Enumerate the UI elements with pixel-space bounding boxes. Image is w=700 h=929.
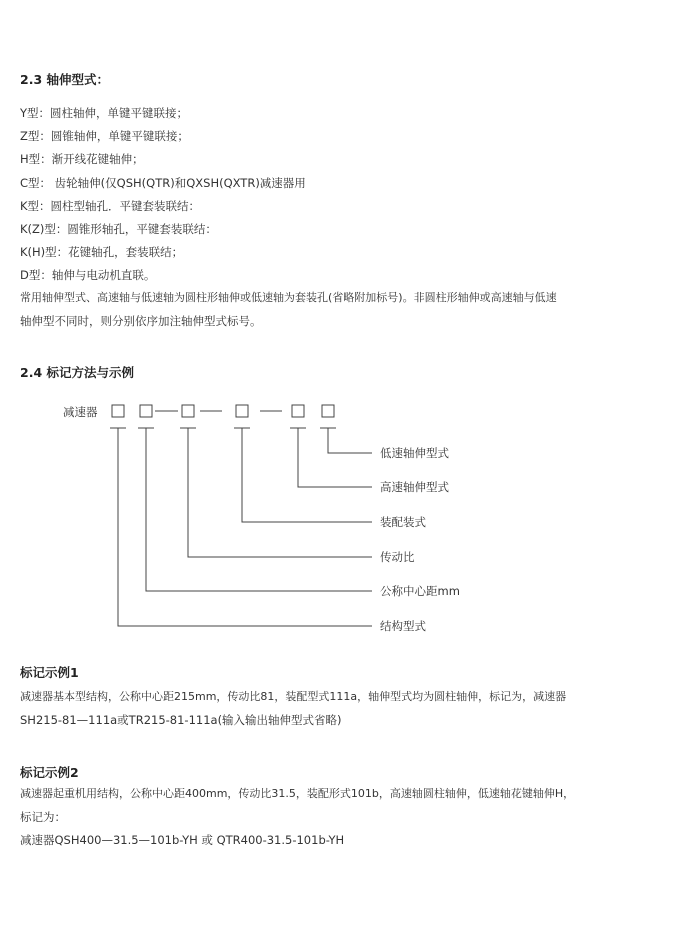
code-box-center-distance (140, 405, 152, 417)
leader-ratio (180, 428, 372, 557)
shaft-type-k: K型：圆柱型轴孔．平键套装联结： (20, 199, 201, 213)
shaft-type-h: H型：渐开线花键轴伸； (20, 152, 144, 166)
shaft-type-c: C型： 齿轮轴伸(仅QSH(QTR)和QXSH(QXTR)减速器用 (20, 176, 306, 190)
shaft-type-y: Y型：圆柱轴伸，单键平键联接； (20, 106, 189, 120)
leader-low-speed-shaft (320, 428, 372, 453)
example2-line1: 减速器起重机用结构，公称中心距400mm，传动比31.5，装配形式101b，高速轴圆柱轴伸，低速轴花键轴伸H， (20, 787, 575, 800)
label-ratio: 传动比 (380, 550, 415, 564)
label-assembly: 装配装式 (380, 515, 426, 529)
shaft-type-z: Z型：圆锥轴伸，单键平键联接； (20, 129, 189, 143)
section-2-3-title: 2.3 轴伸型式： (20, 72, 109, 87)
shaft-type-d: D型：轴伸与电动机直联。 (20, 268, 156, 282)
leader-center-distance (138, 428, 372, 591)
shaft-type-kz: K(Z)型：圆锥形轴孔，平键套装联结： (20, 222, 217, 236)
leader-structure (110, 428, 372, 626)
example1-line1: 减速器基本型结构，公称中心距215mm，传动比81，装配型式111a，轴伸型式均为圆柱轴伸，标记为，减速器 (20, 690, 567, 703)
code-box-high-speed-shaft (292, 405, 304, 417)
code-box-ratio (182, 405, 194, 417)
leader-assembly (234, 428, 372, 522)
label-high-speed-shaft: 高速轴伸型式 (380, 480, 449, 494)
shaft-type-kh: K(H)型：花键轴孔，套装联结； (20, 245, 184, 259)
code-box-structure (112, 405, 124, 417)
marking-diagram (0, 395, 700, 645)
shaft-note-line2: 轴伸型不同时，则分别依序加注轴伸型式标号。 (20, 314, 262, 328)
example1-line2: SH215-81—111a或TR215-81-111a(输入输出轴伸型式省略) (20, 713, 342, 727)
shaft-note-line1: 常用轴伸型式、高速轴与低速轴为圆柱形轴伸或低速轴为套装孔(省略附加标号)。非圆柱形轴伸或高速轴与低速 (20, 291, 557, 304)
example2-title: 标记示例2 (20, 765, 79, 780)
label-center-distance: 公称中心距mm (380, 584, 460, 598)
leader-high-speed-shaft (290, 428, 372, 487)
example2-line3: 减速器QSH400—31.5—101b-YH 或 QTR400-31.5-101b-YH (20, 833, 345, 847)
section-2-4-title: 2.4 标记方法与示例 (20, 365, 134, 380)
example1-title: 标记示例1 (20, 665, 79, 680)
diagram-prefix: 减速器 (63, 405, 98, 419)
example2-line2: 标记为： (20, 810, 66, 824)
label-low-speed-shaft: 低速轴伸型式 (380, 446, 449, 460)
code-box-assembly (236, 405, 248, 417)
label-structure: 结构型式 (380, 619, 426, 633)
code-box-low-speed-shaft (322, 405, 334, 417)
